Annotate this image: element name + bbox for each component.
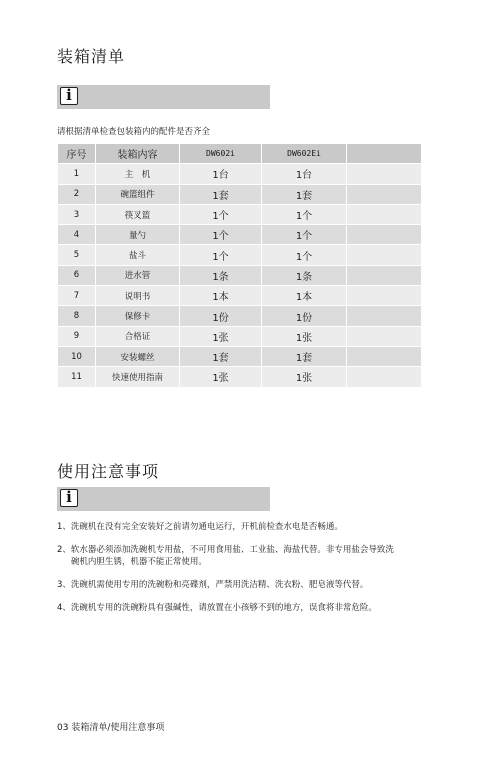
row-blank bbox=[347, 346, 422, 366]
header-blank bbox=[347, 144, 422, 164]
row-number: 10 bbox=[58, 346, 96, 366]
row-item: 量勺 bbox=[96, 225, 180, 245]
list-item bbox=[57, 544, 397, 568]
table-row bbox=[58, 225, 422, 245]
note-number: 4、 bbox=[57, 603, 71, 613]
row-number: 7 bbox=[58, 286, 96, 306]
row-item: 主 机 bbox=[96, 164, 180, 184]
header-model-dw602i: DW602i bbox=[180, 144, 262, 164]
row-qty-dw602ei: 1本 bbox=[262, 286, 347, 306]
row-number: 5 bbox=[58, 245, 96, 265]
table-row bbox=[58, 306, 422, 326]
table-row bbox=[58, 367, 422, 387]
table-row bbox=[58, 265, 422, 285]
row-item: 安装螺丝 bbox=[96, 346, 180, 366]
row-qty-dw602i: 1张 bbox=[180, 326, 262, 346]
table-row bbox=[58, 204, 422, 224]
row-number: 4 bbox=[58, 225, 96, 245]
row-blank bbox=[347, 225, 422, 245]
row-item: 合格证 bbox=[96, 326, 180, 346]
usage-notes-list bbox=[57, 521, 397, 625]
row-qty-dw602i: 1张 bbox=[180, 367, 262, 387]
row-qty-dw602ei: 1个 bbox=[262, 245, 347, 265]
packing-list-title: 装箱清单 bbox=[57, 47, 126, 66]
info-icon: i bbox=[60, 489, 78, 507]
row-item: 保修卡 bbox=[96, 306, 180, 326]
row-qty-dw602ei: 1张 bbox=[262, 367, 347, 387]
row-number: 1 bbox=[58, 164, 96, 184]
row-qty-dw602i: 1份 bbox=[180, 306, 262, 326]
info-banner-2 bbox=[57, 487, 270, 511]
row-number: 9 bbox=[58, 326, 96, 346]
list-item bbox=[57, 579, 397, 591]
table-row bbox=[58, 346, 422, 366]
row-qty-dw602ei: 1张 bbox=[262, 326, 347, 346]
row-qty-dw602i: 1台 bbox=[180, 164, 262, 184]
row-number: 3 bbox=[58, 204, 96, 224]
note-number: 2、 bbox=[57, 545, 71, 555]
table-row bbox=[58, 245, 422, 265]
list-item bbox=[57, 602, 397, 614]
note-number: 1、 bbox=[57, 522, 71, 532]
header-no: 序号 bbox=[58, 144, 96, 164]
note-text: 洗碗机需使用专用的洗碗粉和亮碟剂，严禁用洗洁精、洗衣粉、肥皂液等代替。 bbox=[70, 580, 369, 590]
header-contents: 装箱内容 bbox=[96, 144, 180, 164]
row-qty-dw602ei: 1台 bbox=[262, 164, 347, 184]
row-item: 说明书 bbox=[96, 286, 180, 306]
row-blank bbox=[347, 286, 422, 306]
row-qty-dw602i: 1个 bbox=[180, 204, 262, 224]
info-banner bbox=[57, 85, 270, 109]
table-row bbox=[58, 326, 422, 346]
row-blank bbox=[347, 306, 422, 326]
row-item: 碗篮组件 bbox=[96, 184, 180, 204]
row-qty-dw602i: 1本 bbox=[180, 286, 262, 306]
row-qty-dw602ei: 1条 bbox=[262, 265, 347, 285]
table-header-row bbox=[58, 144, 422, 164]
row-item: 快速使用指南 bbox=[96, 367, 180, 387]
row-blank bbox=[347, 367, 422, 387]
row-qty-dw602i: 1套 bbox=[180, 346, 262, 366]
row-qty-dw602i: 1个 bbox=[180, 245, 262, 265]
row-blank bbox=[347, 265, 422, 285]
row-qty-dw602ei: 1套 bbox=[262, 184, 347, 204]
row-item: 筷叉篮 bbox=[96, 204, 180, 224]
packing-intro: 请根据清单检查包装箱内的配件是否齐全 bbox=[57, 127, 211, 137]
row-item: 盐斗 bbox=[96, 245, 180, 265]
note-text: 洗碗机在没有完全安装好之前请勿通电运行，开机前检查水电是否畅通。 bbox=[70, 522, 343, 532]
packing-table bbox=[57, 143, 422, 388]
row-qty-dw602ei: 1个 bbox=[262, 225, 347, 245]
row-qty-dw602i: 1套 bbox=[180, 184, 262, 204]
row-number: 2 bbox=[58, 184, 96, 204]
row-qty-dw602i: 1条 bbox=[180, 265, 262, 285]
note-text: 洗碗机专用的洗碗粉具有强碱性，请放置在小孩够不到的地方，误食将非常危险。 bbox=[70, 603, 377, 613]
row-blank bbox=[347, 326, 422, 346]
row-number: 6 bbox=[58, 265, 96, 285]
usage-notes-title: 使用注意事项 bbox=[57, 462, 160, 481]
row-item: 进水管 bbox=[96, 265, 180, 285]
row-blank bbox=[347, 184, 422, 204]
row-number: 8 bbox=[58, 306, 96, 326]
row-qty-dw602i: 1个 bbox=[180, 225, 262, 245]
header-model-dw602ei: DW602Ei bbox=[262, 144, 347, 164]
row-qty-dw602ei: 1套 bbox=[262, 346, 347, 366]
table-row bbox=[58, 164, 422, 184]
info-icon: i bbox=[60, 87, 78, 105]
table-row bbox=[58, 184, 422, 204]
row-blank bbox=[347, 204, 422, 224]
page-footer: 03 装箱清单/使用注意事项 bbox=[57, 723, 165, 733]
row-number: 11 bbox=[58, 367, 96, 387]
list-item bbox=[57, 521, 397, 533]
table-row bbox=[58, 286, 422, 306]
note-text: 软水器必须添加洗碗机专用盐，不可用食用盐、工业盐、海盐代替。非专用盐会导致洗碗机内胆生锈，机器不能正常使用。 bbox=[70, 545, 394, 567]
row-qty-dw602ei: 1份 bbox=[262, 306, 347, 326]
row-blank bbox=[347, 164, 422, 184]
row-qty-dw602ei: 1个 bbox=[262, 204, 347, 224]
note-number: 3、 bbox=[57, 580, 71, 590]
row-blank bbox=[347, 245, 422, 265]
